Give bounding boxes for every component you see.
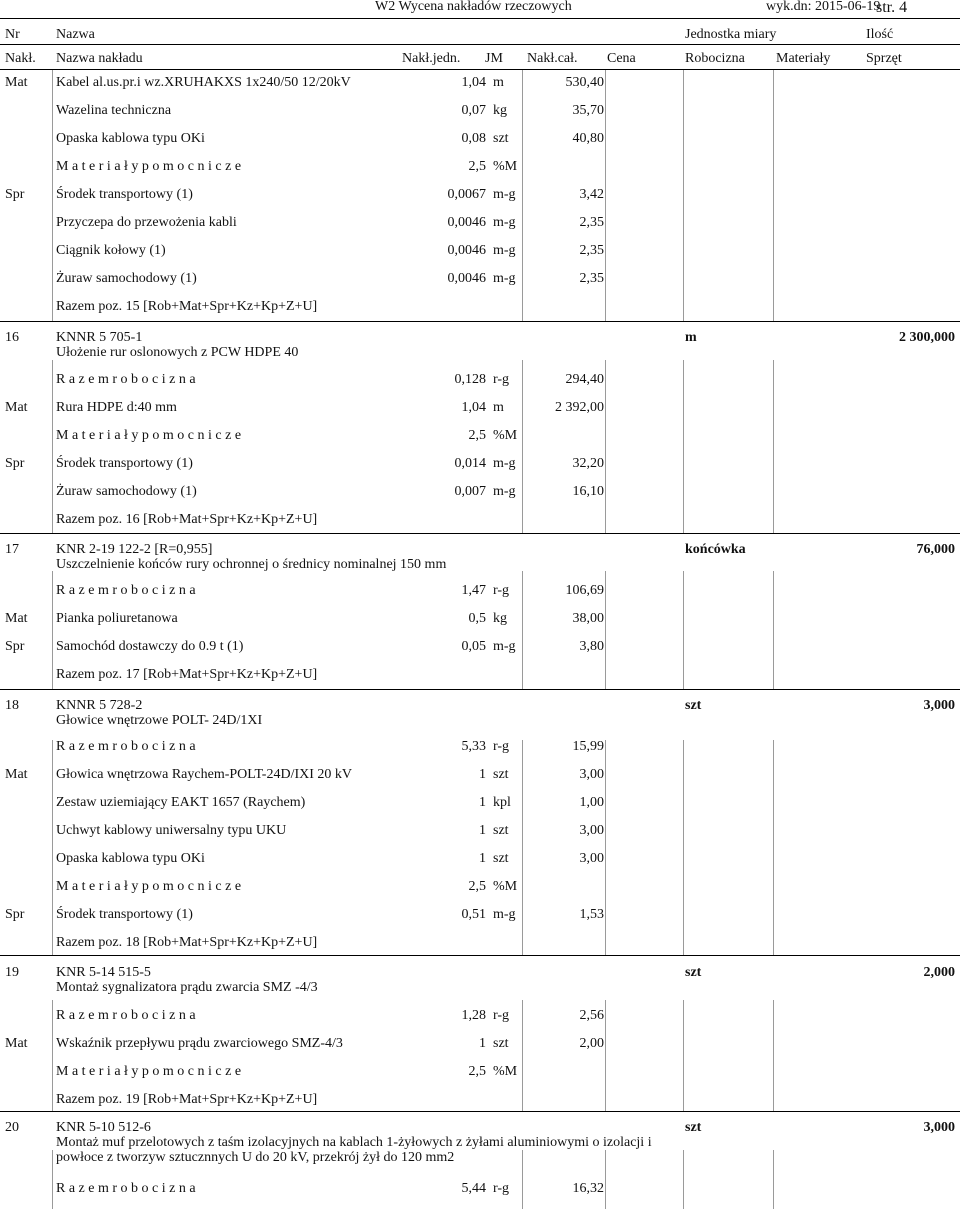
column-guide	[52, 70, 53, 321]
row-unit: m-g	[493, 639, 516, 654]
position-number: 20	[5, 1120, 19, 1135]
header-cena: Cena	[607, 51, 636, 66]
column-guide	[522, 740, 523, 955]
row-unit: kg	[493, 611, 507, 626]
header-jednostka-miary: Jednostka miary	[685, 27, 777, 42]
row-unit: m-g	[493, 215, 516, 230]
row-name: Żuraw samochodowy (1)	[56, 271, 197, 286]
row-unit-qty: 0,0067	[447, 187, 486, 202]
row-total: 16,32	[572, 1181, 604, 1196]
row-type: Mat	[5, 611, 28, 626]
row-total: 40,80	[572, 131, 604, 146]
row-unit-qty: 0,0046	[447, 243, 486, 258]
row-name: Wskaźnik przepływu prądu zwarciowego SMZ-4/3	[56, 1036, 343, 1051]
column-guide	[683, 740, 684, 955]
position-quantity: 3,000	[923, 1120, 955, 1135]
row-unit: szt	[493, 131, 509, 146]
row-name: R a z e m r o b o c i z n a	[56, 1008, 196, 1023]
column-guide	[605, 740, 606, 955]
row-unit-qty: 1,04	[461, 400, 486, 415]
row-total: 1,00	[579, 795, 604, 810]
header-nakl-cal: Nakł.cał.	[527, 51, 578, 66]
position-code: KNR 2-19 122-2 [R=0,955]	[56, 542, 213, 557]
row-type: Spr	[5, 639, 25, 654]
row-total: 3,00	[579, 767, 604, 782]
position-description-cont: powłoce z tworzyw sztucznnych U do 20 kV, przekrój żył do 120 mm2	[56, 1150, 455, 1165]
column-guide	[773, 740, 774, 955]
row-name: Razem poz. 17 [Rob+Mat+Spr+Kz+Kp+Z+U]	[56, 667, 318, 682]
row-name: Kabel al.us.pr.i wz.XRUHAKXS 1x240/50 12/20kV	[56, 75, 351, 90]
row-unit-qty: 0,51	[461, 907, 486, 922]
row-unit-qty: 0,5	[468, 611, 486, 626]
column-guide	[522, 360, 523, 533]
position-unit: szt	[685, 698, 702, 713]
row-unit-qty: 2,5	[468, 879, 486, 894]
row-unit: r-g	[493, 1008, 510, 1023]
row-unit-qty: 5,33	[461, 739, 486, 754]
row-unit-qty: 1,47	[461, 583, 486, 598]
row-name: Żuraw samochodowy (1)	[56, 484, 197, 499]
row-total: 3,42	[579, 187, 604, 202]
row-unit-qty: 2,5	[468, 1064, 486, 1079]
position-quantity: 2 300,000	[899, 330, 955, 345]
position-unit: końcówka	[685, 542, 746, 557]
header-nazwa-nakladu: Nazwa nakładu	[56, 51, 143, 66]
column-guide	[52, 1000, 53, 1111]
row-name: Środek transportowy (1)	[56, 907, 193, 922]
row-total: 106,69	[565, 583, 604, 598]
row-total: 2,35	[579, 271, 604, 286]
position-separator	[0, 955, 960, 956]
column-guide	[683, 360, 684, 533]
row-name: M a t e r i a ł y p o m o c n i c z e	[56, 879, 242, 894]
row-type: Spr	[5, 456, 25, 471]
position-code: KNNR 5 728-2	[56, 698, 143, 713]
row-unit-qty: 1,28	[461, 1008, 486, 1023]
row-name: Przyczepa do przewożenia kabli	[56, 215, 237, 230]
report-date: wyk.dn: 2015-06-19	[766, 0, 881, 14]
row-unit: szt	[493, 851, 509, 866]
position-separator	[0, 1111, 960, 1112]
header-sprzet: Sprzęt	[866, 51, 902, 66]
row-name: M a t e r i a ł y p o m o c n i c z e	[56, 1064, 242, 1079]
row-name: R a z e m r o b o c i z n a	[56, 372, 196, 387]
position-description: Montaż muf przelotowych z taśm izolacyjnych na kablach 1-żyłowych z żyłami aluminiowymi o izolacji i	[56, 1135, 652, 1150]
row-total: 2,35	[579, 215, 604, 230]
position-separator	[0, 321, 960, 322]
row-total: 3,00	[579, 823, 604, 838]
row-name: Środek transportowy (1)	[56, 456, 193, 471]
header-nakl: Nakł.	[5, 51, 36, 66]
row-unit-qty: 1	[479, 767, 486, 782]
position-number: 19	[5, 965, 19, 980]
row-unit-qty: 0,128	[454, 372, 486, 387]
row-unit: m-g	[493, 243, 516, 258]
column-guide	[605, 1000, 606, 1111]
page-number: str. 4	[876, 0, 908, 16]
row-unit: m-g	[493, 456, 516, 471]
header-top-rule	[0, 18, 960, 19]
position-separator	[0, 533, 960, 534]
row-unit: r-g	[493, 372, 510, 387]
row-unit: %M	[493, 159, 518, 174]
position-description: Montaż sygnalizatora prądu zwarcia SMZ -4/3	[56, 980, 318, 995]
row-type: Mat	[5, 767, 28, 782]
row-type: Mat	[5, 75, 28, 90]
row-unit-qty: 1,04	[461, 75, 486, 90]
column-guide	[605, 360, 606, 533]
column-guide	[683, 1000, 684, 1111]
row-unit: szt	[493, 823, 509, 838]
row-total: 294,40	[565, 372, 604, 387]
column-guide	[522, 571, 523, 689]
row-total: 2,56	[579, 1008, 604, 1023]
row-name: Opaska kablowa typu OKi	[56, 131, 205, 146]
position-number: 16	[5, 330, 19, 345]
row-unit-qty: 0,0046	[447, 215, 486, 230]
row-total: 15,99	[572, 739, 604, 754]
position-unit: szt	[685, 1120, 702, 1135]
row-unit-qty: 0,08	[461, 131, 486, 146]
row-total: 530,40	[565, 75, 604, 90]
column-guide	[605, 1150, 606, 1209]
position-code: KNR 5-14 515-5	[56, 965, 151, 980]
row-total: 1,53	[579, 907, 604, 922]
header-mid-rule	[0, 44, 960, 45]
column-guide	[605, 571, 606, 689]
row-unit-qty: 1	[479, 823, 486, 838]
row-unit-qty: 0,007	[454, 484, 486, 499]
column-guide	[683, 1150, 684, 1209]
column-guide	[683, 571, 684, 689]
row-total: 2,35	[579, 243, 604, 258]
header-jm: JM	[485, 51, 503, 66]
row-unit: %M	[493, 1064, 518, 1079]
position-separator	[0, 689, 960, 690]
row-unit: kg	[493, 103, 507, 118]
row-total: 35,70	[572, 103, 604, 118]
row-name: Środek transportowy (1)	[56, 187, 193, 202]
row-unit-qty: 0,05	[461, 639, 486, 654]
position-quantity: 2,000	[923, 965, 955, 980]
row-total: 16,10	[572, 484, 604, 499]
row-unit: m	[493, 400, 504, 415]
row-total: 2,00	[579, 1036, 604, 1051]
position-code: KNR 5-10 512-6	[56, 1120, 151, 1135]
row-unit-qty: 2,5	[468, 159, 486, 174]
row-name: Głowica wnętrzowa Raychem-POLT-24D/IXI 20 kV	[56, 767, 353, 782]
row-name: Zestaw uziemiający EAKT 1657 (Raychem)	[56, 795, 306, 810]
row-name: Razem poz. 16 [Rob+Mat+Spr+Kz+Kp+Z+U]	[56, 512, 318, 527]
row-name: Razem poz. 19 [Rob+Mat+Spr+Kz+Kp+Z+U]	[56, 1092, 318, 1107]
row-name: R a z e m r o b o c i z n a	[56, 583, 196, 598]
row-unit-qty: 1	[479, 795, 486, 810]
row-name: R a z e m r o b o c i z n a	[56, 1181, 196, 1196]
row-name: Pianka poliuretanowa	[56, 611, 178, 626]
row-name: Razem poz. 18 [Rob+Mat+Spr+Kz+Kp+Z+U]	[56, 935, 318, 950]
column-guide	[605, 70, 606, 321]
column-guide	[773, 1000, 774, 1111]
row-unit: r-g	[493, 1181, 510, 1196]
row-unit: %M	[493, 428, 518, 443]
row-unit-qty: 5,44	[461, 1181, 486, 1196]
row-name: Uchwyt kablowy uniwersalny typu UKU	[56, 823, 287, 838]
column-guide	[52, 360, 53, 533]
position-description: Uszczelnienie końców rury ochronnej o średnicy nominalnej 150 mm	[56, 557, 447, 572]
row-unit: m	[493, 75, 504, 90]
row-unit-qty: 1	[479, 1036, 486, 1051]
row-unit: szt	[493, 767, 509, 782]
position-quantity: 3,000	[923, 698, 955, 713]
row-unit-qty: 0,014	[454, 456, 486, 471]
row-name: Samochód dostawczy do 0.9 t (1)	[56, 639, 244, 654]
row-unit-qty: 0,07	[461, 103, 486, 118]
column-guide	[52, 740, 53, 955]
column-guide	[773, 360, 774, 533]
row-name: Opaska kablowa typu OKi	[56, 851, 205, 866]
column-guide	[773, 70, 774, 321]
header-robocizna: Robocizna	[685, 51, 745, 66]
row-unit: m-g	[493, 484, 516, 499]
column-guide	[522, 1150, 523, 1209]
position-description: Głowice wnętrzowe POLT- 24D/1XI	[56, 713, 263, 728]
row-name: Razem poz. 15 [Rob+Mat+Spr+Kz+Kp+Z+U]	[56, 299, 318, 314]
header-materialy: Materiały	[776, 51, 831, 66]
row-unit: szt	[493, 1036, 509, 1051]
column-guide	[52, 1150, 53, 1209]
header-nr: Nr	[5, 27, 20, 42]
row-total: 3,00	[579, 851, 604, 866]
position-number: 17	[5, 542, 19, 557]
header-bottom-rule	[0, 69, 960, 70]
row-unit: kpl	[493, 795, 511, 810]
position-code: KNNR 5 705-1	[56, 330, 143, 345]
column-guide	[522, 1000, 523, 1111]
header-ilosc: Ilość	[866, 27, 894, 42]
column-guide	[773, 571, 774, 689]
row-name: Wazelina techniczna	[56, 103, 172, 118]
row-unit: r-g	[493, 583, 510, 598]
row-type: Mat	[5, 400, 28, 415]
row-unit: r-g	[493, 739, 510, 754]
row-unit-qty: 0,0046	[447, 271, 486, 286]
row-type: Mat	[5, 1036, 28, 1051]
position-quantity: 76,000	[916, 542, 955, 557]
position-unit: szt	[685, 965, 702, 980]
position-unit: m	[685, 330, 697, 345]
row-total: 2 392,00	[555, 400, 604, 415]
row-name: R a z e m r o b o c i z n a	[56, 739, 196, 754]
row-type: Spr	[5, 187, 25, 202]
row-name: Rura HDPE d:40 mm	[56, 400, 177, 415]
row-total: 38,00	[572, 611, 604, 626]
row-type: Spr	[5, 907, 25, 922]
row-total: 32,20	[572, 456, 604, 471]
row-unit: m-g	[493, 907, 516, 922]
row-unit: m-g	[493, 187, 516, 202]
column-guide	[683, 70, 684, 321]
report-title: W2 Wycena nakładów rzeczowych	[375, 0, 572, 14]
position-description: Ułożenie rur oslonowych z PCW HDPE 40	[56, 345, 299, 360]
row-unit: m-g	[493, 271, 516, 286]
position-number: 18	[5, 698, 19, 713]
row-unit-qty: 2,5	[468, 428, 486, 443]
row-name: M a t e r i a ł y p o m o c n i c z e	[56, 159, 242, 174]
column-guide	[522, 70, 523, 321]
row-name: M a t e r i a ł y p o m o c n i c z e	[56, 428, 242, 443]
header-nazwa: Nazwa	[56, 27, 95, 42]
row-total: 3,80	[579, 639, 604, 654]
row-unit: %M	[493, 879, 518, 894]
row-unit-qty: 1	[479, 851, 486, 866]
row-name: Ciągnik kołowy (1)	[56, 243, 166, 258]
column-guide	[773, 1150, 774, 1209]
column-guide	[52, 571, 53, 689]
header-nakl-jedn: Nakł.jedn.	[402, 51, 461, 66]
